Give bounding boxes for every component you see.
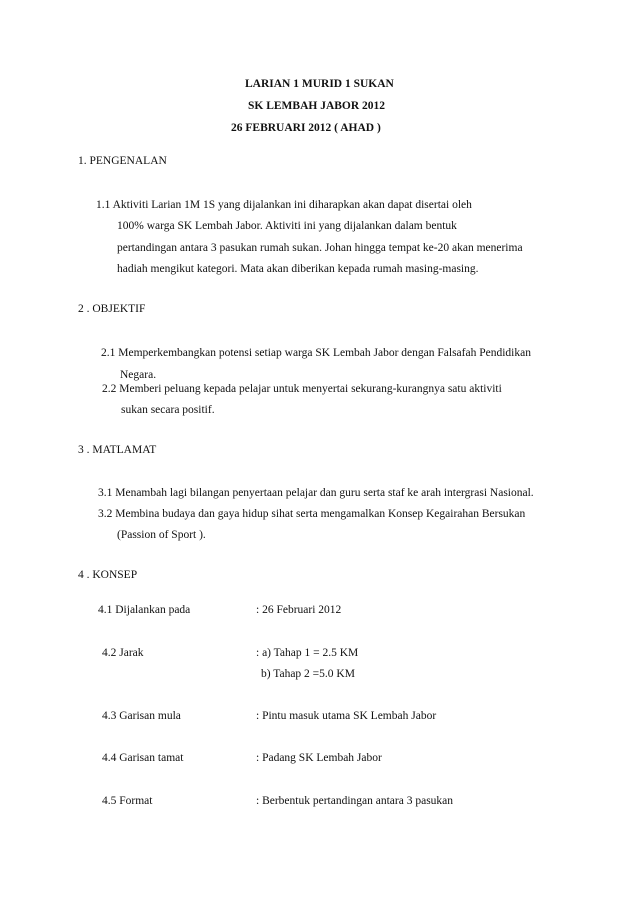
list-item-line: 3.1 Menambah lagi bilangan penyertaan pelajar dan guru serta staf ke arah intergrasi Nasional. bbox=[98, 487, 534, 499]
konsep-value: : a) Tahap 1 = 2.5 KM bbox=[256, 647, 359, 659]
section-heading-matlamat: 3 . MATLAMAT bbox=[78, 444, 157, 456]
konsep-label: 4.4 Garisan tamat bbox=[102, 752, 184, 764]
title-line-2: SK LEMBAH JABOR 2012 bbox=[248, 100, 386, 112]
title-date: 26 FEBRUARI 2012 ( AHAD ) bbox=[231, 122, 381, 134]
section-heading-pengenalan: 1. PENGENALAN bbox=[78, 155, 167, 167]
title-line-1: LARIAN 1 MURID 1 SUKAN bbox=[245, 78, 394, 90]
konsep-value: b) Tahap 2 =5.0 KM bbox=[261, 668, 355, 680]
paragraph-line: 100% warga SK Lembah Jabor. Aktiviti ini yang dijalankan dalam bentuk bbox=[117, 220, 457, 232]
konsep-value: : Pintu masuk utama SK Lembah Jabor bbox=[256, 710, 437, 722]
list-item-line: 2.2 Memberi peluang kepada pelajar untuk menyertai sekurang-kurangnya satu aktiviti bbox=[102, 383, 502, 395]
section-heading-konsep: 4 . KONSEP bbox=[78, 569, 138, 581]
paragraph-line: hadiah mengikut kategori. Mata akan diberikan kepada rumah masing-masing. bbox=[117, 263, 479, 275]
paragraph-line: 1.1 Aktiviti Larian 1M 1S yang dijalankan ini diharapkan akan dapat disertai oleh bbox=[96, 199, 472, 211]
konsep-label: 4.3 Garisan mula bbox=[102, 710, 181, 722]
konsep-value: : Berbentuk pertandingan antara 3 pasukan bbox=[256, 795, 454, 807]
konsep-label: 4.5 Format bbox=[102, 795, 153, 807]
konsep-value: : Padang SK Lembah Jabor bbox=[256, 752, 382, 764]
konsep-label: 4.1 Dijalankan pada bbox=[98, 604, 191, 616]
list-item-line: 2.1 Memperkembangkan potensi setiap warga SK Lembah Jabor dengan Falsafah Pendidikan bbox=[101, 347, 531, 359]
list-item-line: Negara. bbox=[120, 369, 157, 381]
list-item-line: sukan secara positif. bbox=[121, 404, 215, 416]
paragraph-line: pertandingan antara 3 pasukan rumah sukan. Johan hingga tempat ke-20 akan menerima bbox=[117, 242, 523, 254]
list-item-line: 3.2 Membina budaya dan gaya hidup sihat serta mengamalkan Konsep Kegairahan Bersukan bbox=[98, 508, 526, 520]
section-heading-objektif: 2 . OBJEKTIF bbox=[78, 303, 146, 315]
list-item-line: (Passion of Sport ). bbox=[117, 529, 206, 541]
konsep-value: : 26 Februari 2012 bbox=[256, 604, 342, 616]
konsep-label: 4.2 Jarak bbox=[102, 647, 144, 659]
